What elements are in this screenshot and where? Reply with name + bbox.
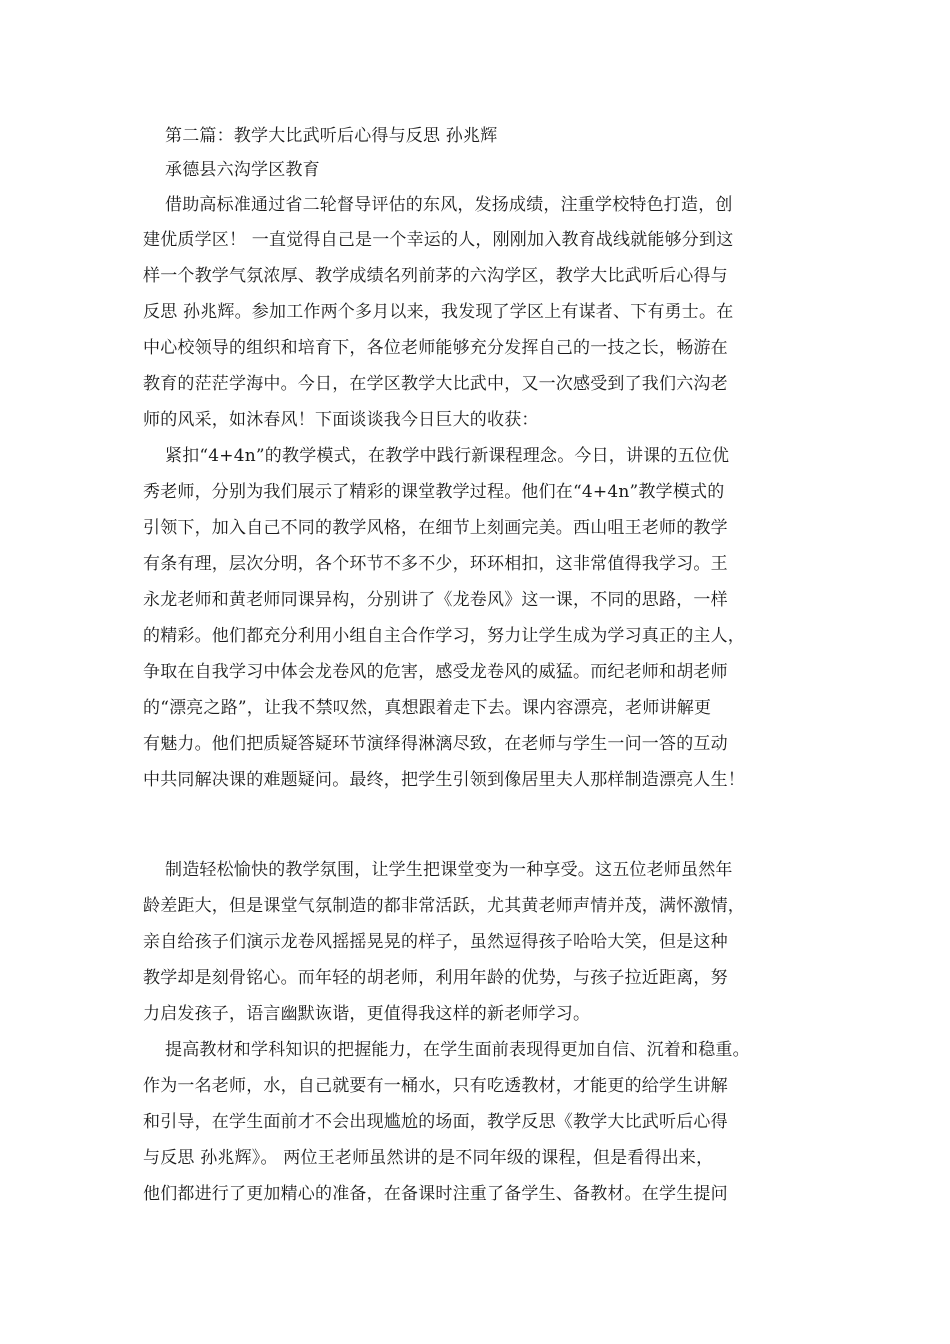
- body-line: 中共同解决课的难题疑问。最终，把学生引领到像居里夫人那样制造漂亮人生！: [143, 770, 745, 790]
- body-line: 建优质学区！ 一直觉得自己是一个幸运的人，刚刚加入教育战线就能够分到这: [143, 230, 734, 250]
- body-line: 引领下，加入自己不同的教学风格，在细节上刻画完美。西山咀王老师的教学: [143, 518, 728, 538]
- body-line: 借助高标准通过省二轮督导评估的东风，发扬成绩，注重学校特色打造，创: [165, 195, 733, 215]
- body-line: 他们都进行了更加精心的准备，在备课时注重了备学生、备教材。在学生提问: [143, 1184, 728, 1204]
- body-line: 有魅力。他们把质疑答疑环节演绎得淋漓尽致，在老师与学生一问一答的互动: [143, 734, 728, 754]
- body-line: 力启发孩子，语言幽默诙谐，更值得我这样的新老师学习。: [143, 1004, 591, 1024]
- body-line: 教育的茫茫学海中。今日，在学区教学大比武中，又一次感受到了我们六沟老: [143, 374, 728, 394]
- body-line: 与反思 孙兆辉》。 两位王老师虽然讲的是不同年级的课程，但是看得出来，: [143, 1148, 714, 1168]
- body-line: 中心校领导的组织和培育下，各位老师能够充分发挥自己的一技之长，畅游在: [143, 338, 728, 358]
- body-line: 提高教材和学科知识的把握能力，在学生面前表现得更加自信、沉着和稳重。: [165, 1040, 750, 1060]
- body-line: 有条有理，层次分明，各个环节不多不少，环环相扣，这非常值得我学习。王: [143, 554, 728, 574]
- body-line: 的“漂亮之路”，让我不禁叹然，真想跟着走下去。课内容漂亮，老师讲解更: [143, 698, 712, 718]
- body-line: 争取在自我学习中体会龙卷风的危害，感受龙卷风的威猛。而纪老师和胡老师: [143, 662, 728, 682]
- body-line: 师的风采，如沐春风！下面谈谈我今日巨大的收获：: [143, 410, 539, 430]
- body-line: 制造轻松愉快的教学氛围，让学生把课堂变为一种享受。这五位老师虽然年: [165, 860, 733, 880]
- body-line: 反思 孙兆辉。参加工作两个多月以来，我发现了学区上有谋者、下有勇士。在: [143, 302, 734, 322]
- document-subtitle: 承德县六沟学区教育: [165, 160, 320, 180]
- body-line: 作为一名老师，水，自己就要有一桶水，只有吃透教材，才能更的给学生讲解: [143, 1076, 728, 1096]
- body-line: 紧扣“4+4n”的教学模式，在教学中践行新课程理念。今日，讲课的五位优: [165, 446, 730, 466]
- body-line: 样一个教学气氛浓厚、教学成绩名列前茅的六沟学区，教学大比武听后心得与: [143, 266, 728, 286]
- body-line: 永龙老师和黄老师同课异构，分别讲了《龙卷风》这一课，不同的思路，一样: [143, 590, 728, 610]
- body-line: 亲自给孩子们演示龙卷风摇摇晃晃的样子，虽然逗得孩子哈哈大笑，但是这种: [143, 932, 728, 952]
- body-line: 教学却是刻骨铭心。而年轻的胡老师，利用年龄的优势，与孩子拉近距离，努: [143, 968, 728, 988]
- body-line: 和引导，在学生面前才不会出现尴尬的场面，教学反思《教学大比武听后心得: [143, 1112, 728, 1132]
- body-line: 的精彩。他们都充分利用小组自主合作学习，努力让学生成为学习真正的主人，: [143, 626, 745, 646]
- body-line: 龄差距大，但是课堂气氛制造的都非常活跃，尤其黄老师声情并茂，满怀激情，: [143, 896, 745, 916]
- body-line: 秀老师，分别为我们展示了精彩的课堂教学过程。他们在“4+4n”教学模式的: [143, 482, 725, 502]
- document-title: 第二篇：教学大比武听后心得与反思 孙兆辉: [165, 126, 498, 146]
